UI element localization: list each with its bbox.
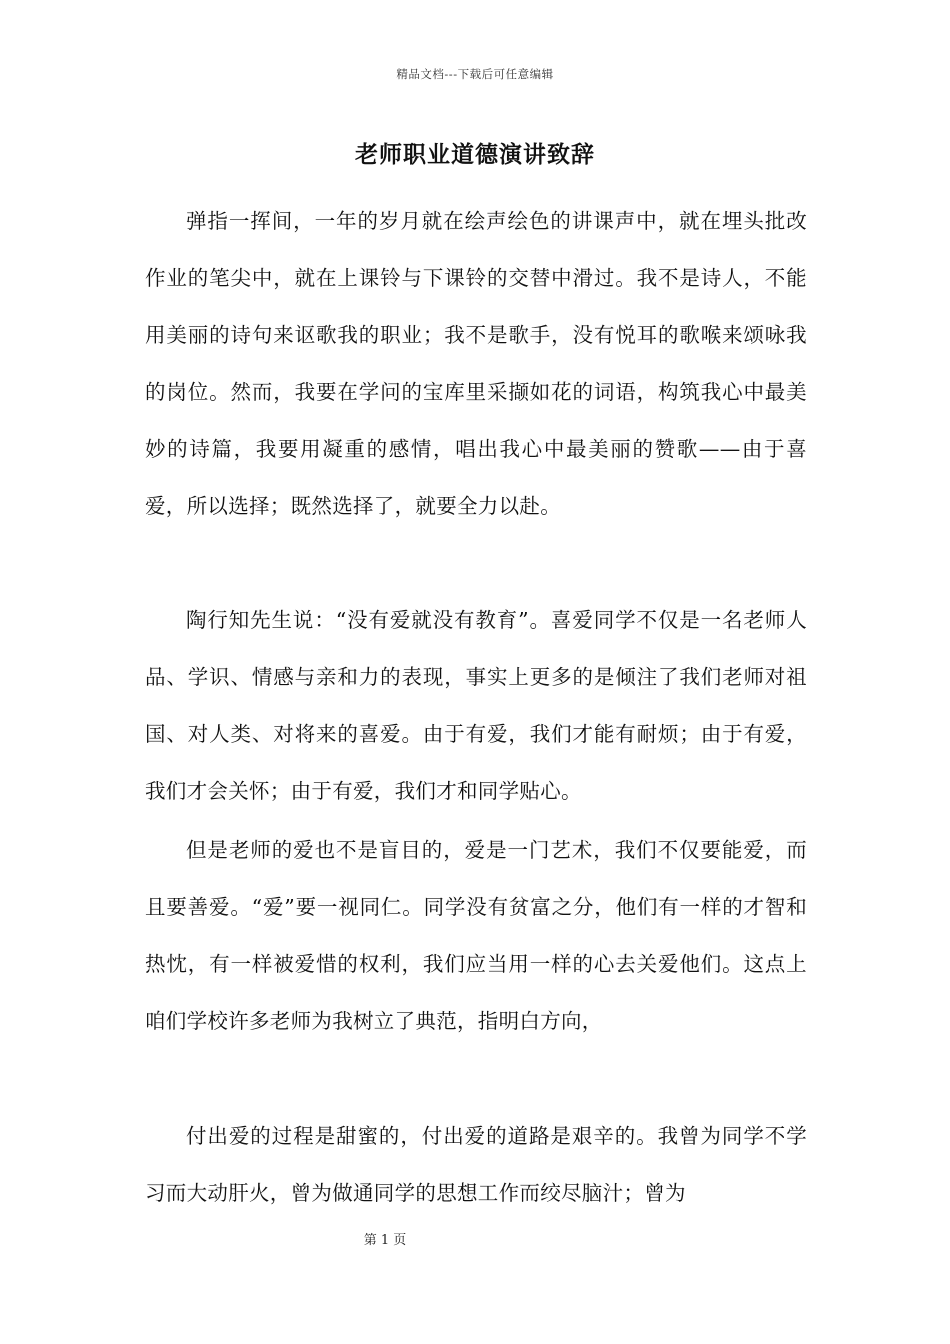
paragraph-text: 弹指一挥间，一年的岁月就在绘声绘色的讲课声中，就在埋头批改作业的笔尖中，就在上课铃与下课铃的交替中滑过。我不是诗人，不能用美丽的诗句来讴歌我的职业；我不是歌手，没有悦耳的歌喉来颂咏我的岗位。然而，我要在学问的宝库里采撷如花的词语，构筑我心中最美妙的诗篇，我要用凝重的感情，唱出我心中最美丽的赞歌——由于喜爱，所以选择；既然选择了，就要全力以赴。 (145, 209, 807, 518)
paragraph-3 (145, 822, 807, 1050)
header-note: 精品文档---下载后可任意编辑 (396, 67, 554, 81)
paragraph-4 (145, 1108, 807, 1222)
paragraph-text: 陶行知先生说：“没有爱就没有教育”。喜爱同学不仅是一名老师人品、学识、情感与亲和力的表现，事实上更多的是倾注了我们老师对祖国、对人类、对将来的喜爱。由于有爱，我们才能有耐烦；由于有爱，我们才会关怀；由于有爱，我们才和同学贴心。 (145, 608, 807, 803)
document-title: 老师职业道德演讲致辞 (355, 141, 595, 168)
paragraph-text: 付出爱的过程是甜蜜的，付出爱的道路是艰辛的。我曾为同学不学习而大动肝火，曾为做通同学的思想工作而绞尽脑汁；曾为 (145, 1124, 807, 1205)
paragraph-1 (145, 193, 807, 535)
paragraph-text: 但是老师的爱也不是盲目的，爱是一门艺术，我们不仅要能爱，而且要善爱。“爱”要一视同仁。同学没有贫富之分，他们有一样的才智和热忱，有一样被爱惜的权利，我们应当用一样的心去关爱他们。这点上咱们学校许多老师为我树立了典范，指明白方向， (145, 838, 807, 1033)
page-number: 第 1 页 (363, 1233, 407, 1248)
paragraph-2 (145, 592, 807, 820)
